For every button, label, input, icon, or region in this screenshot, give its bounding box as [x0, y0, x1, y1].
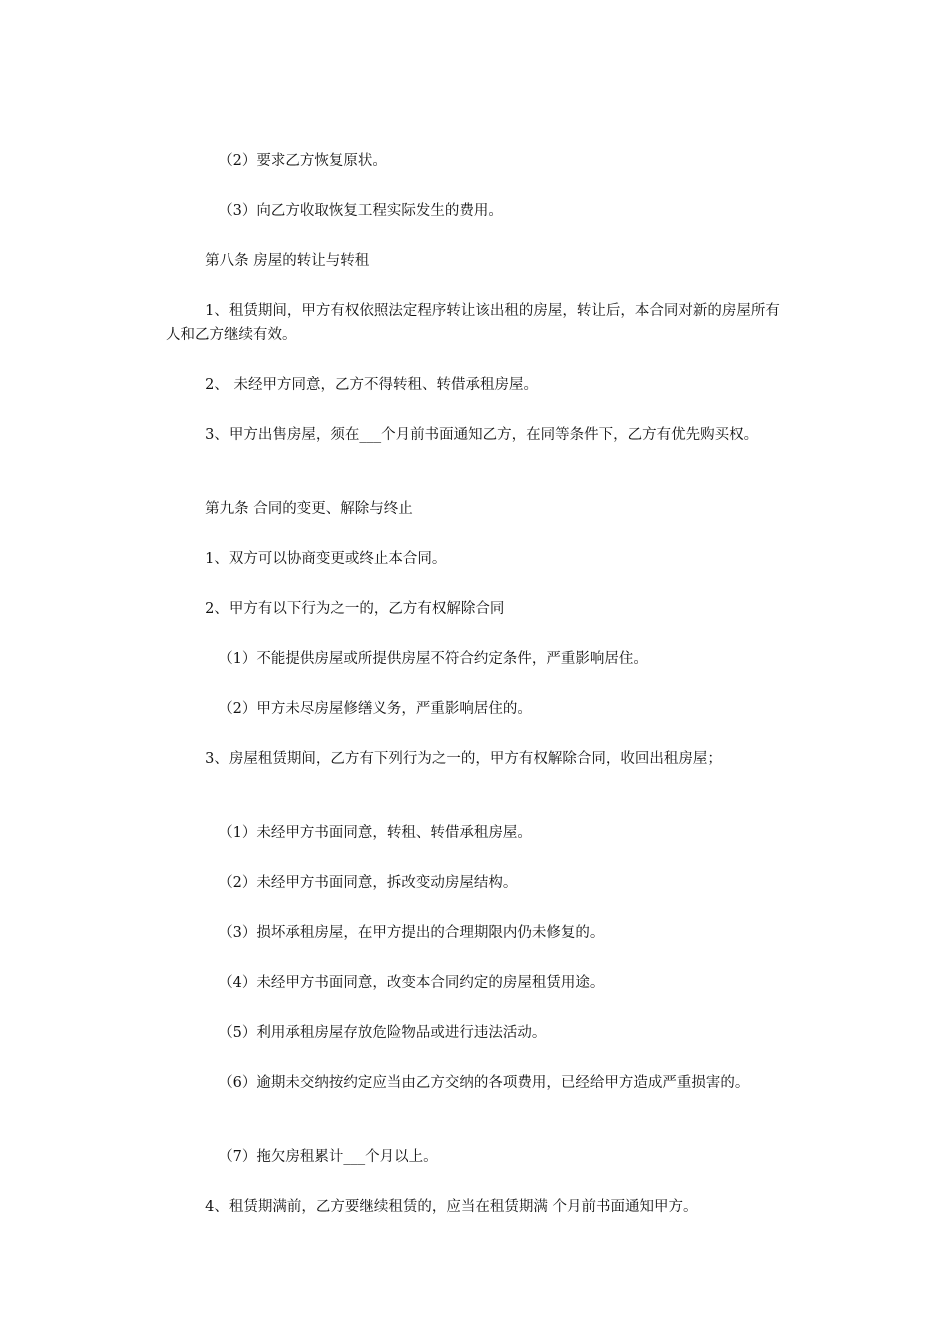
paragraph-9-3-item-3: （3）损坏承租房屋，在甲方提出的合理期限内仍未修复的。 [218, 925, 605, 941]
article-9-heading: 第九条 合同的变更、解除与终止 [205, 501, 413, 517]
paragraph-9-3-item-5: （5）利用承租房屋存放危险物品或进行违法活动。 [218, 1025, 547, 1041]
paragraph-8-3: 3、甲方出售房屋，须在___个月前书面通知乙方，在同等条件下，乙方有优先购买权。 [205, 427, 759, 443]
paragraph-9-3-item-6: （6）逾期未交纳按约定应当由乙方交纳的各项费用，已经给甲方造成严重损害的。 [218, 1075, 750, 1091]
paragraph-item-2-restore: （2）要求乙方恢复原状。 [218, 153, 387, 169]
paragraph-9-1: 1、双方可以协商变更或终止本合同。 [205, 551, 447, 567]
paragraph-9-4: 4、租赁期满前，乙方要继续租赁的，应当在租赁期满 个月前书面通知甲方。 [205, 1199, 698, 1215]
article-8-heading: 第八条 房屋的转让与转租 [205, 253, 370, 269]
paragraph-item-3-fees: （3）向乙方收取恢复工程实际发生的费用。 [218, 203, 503, 219]
paragraph-9-3-item-4: （4）未经甲方书面同意，改变本合同约定的房屋租赁用途。 [218, 975, 605, 991]
paragraph-9-3-item-1: （1）未经甲方书面同意，转租、转借承租房屋。 [218, 825, 532, 841]
paragraph-9-2-item-2: （2）甲方未尽房屋修缮义务，严重影响居住的。 [218, 701, 532, 717]
paragraph-9-3-item-7: （7）拖欠房租累计___个月以上。 [218, 1149, 438, 1165]
paragraph-9-3-item-2: （2）未经甲方书面同意，拆改变动房屋结构。 [218, 875, 518, 891]
paragraph-9-3: 3、房屋租赁期间，乙方有下列行为之一的，甲方有权解除合同，收回出租房屋； [205, 751, 722, 767]
paragraph-8-1: 1、租赁期间，甲方有权依照法定程序转让该出租的房屋，转让后，本合同对新的房屋所有人和乙方继续有效。 [166, 303, 780, 343]
paragraph-9-2: 2、甲方有以下行为之一的，乙方有权解除合同 [205, 601, 505, 617]
paragraph-8-2: 2、 未经甲方同意，乙方不得转租、转借承租房屋。 [205, 377, 538, 393]
paragraph-9-2-item-1: （1）不能提供房屋或所提供房屋不符合约定条件，严重影响居住。 [218, 651, 648, 667]
